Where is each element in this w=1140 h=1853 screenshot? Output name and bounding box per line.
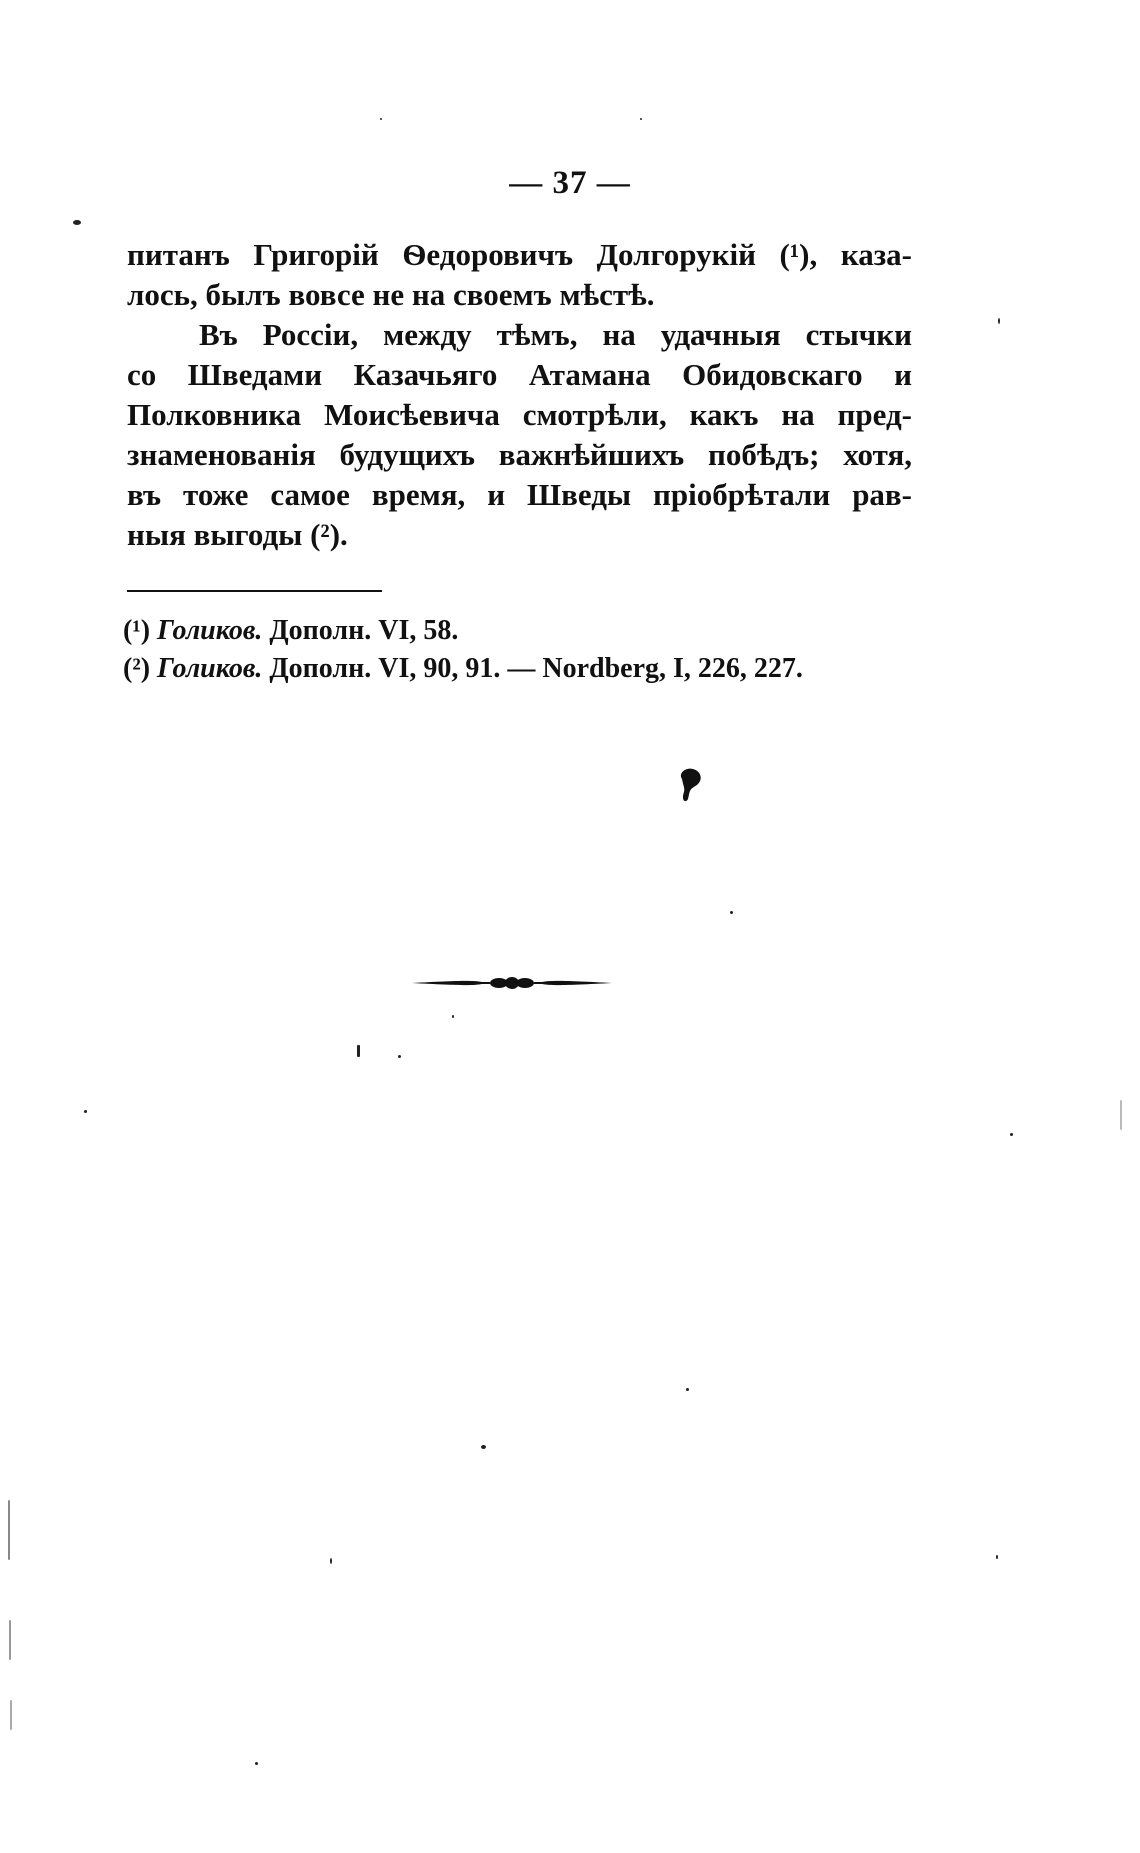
footnote-author: Голиков. (157, 653, 263, 684)
page-speck (996, 1555, 998, 1559)
ink-blot-icon (676, 765, 704, 803)
footnote-text: Дополн. VI, 90, 91. — Nordberg, I, 226, 227. (269, 653, 803, 684)
footnote-marker: (¹) (123, 615, 151, 646)
page-speck (8, 1500, 10, 1560)
end-ornament-icon (412, 973, 612, 993)
page-speck (686, 1388, 689, 1391)
page-speck (10, 1700, 12, 1730)
page-speck (481, 1445, 486, 1449)
page-speck (9, 1620, 11, 1660)
footnote-text: Дополн. VI, 58. (269, 615, 459, 646)
body-line: лось, былъ вовсе не на своемъ мѣстѣ. (127, 277, 655, 312)
page-speck (1010, 1133, 1013, 1136)
body-line: питанъ Григорій Ѳедоровичъ Долгорукій (¹), каза- (127, 237, 912, 272)
page-speck (380, 118, 382, 120)
page-speck (998, 318, 1000, 324)
body-paragraphs (127, 235, 912, 555)
body-line: знаменованія будущихъ важнѣйшихъ побѣдъ; хотя, (127, 437, 912, 472)
footnote-author: Голиков. (157, 615, 263, 646)
footnote-marker: (²) (123, 653, 151, 684)
page-speck (84, 1110, 87, 1113)
page-speck (255, 1762, 258, 1765)
page-speck (640, 118, 642, 120)
page-speck (452, 1015, 454, 1018)
body-line: ныя выгоды (²). (127, 517, 348, 552)
page-speck (330, 1558, 332, 1564)
footnote-item (123, 650, 923, 688)
footnote-item (123, 612, 923, 650)
body-line: Въ Россіи, между тѣмъ, на удачныя стычки (199, 317, 912, 352)
page-speck (398, 1055, 401, 1058)
footnote-divider (127, 590, 382, 592)
body-line: со Шведами Казачьяго Атамана Обидовскаго и (127, 357, 912, 392)
page-number: — 37 — (509, 165, 631, 201)
page-speck (1120, 1100, 1122, 1130)
page-speck (357, 1045, 360, 1057)
page-speck (730, 911, 733, 914)
footnotes (123, 612, 923, 688)
body-line: въ тоже самое время, и Шведы пріобрѣтали рав- (127, 477, 912, 512)
page-speck (73, 220, 81, 225)
body-line: Полковника Моисѣевича смотрѣли, какъ на пред- (127, 397, 912, 432)
